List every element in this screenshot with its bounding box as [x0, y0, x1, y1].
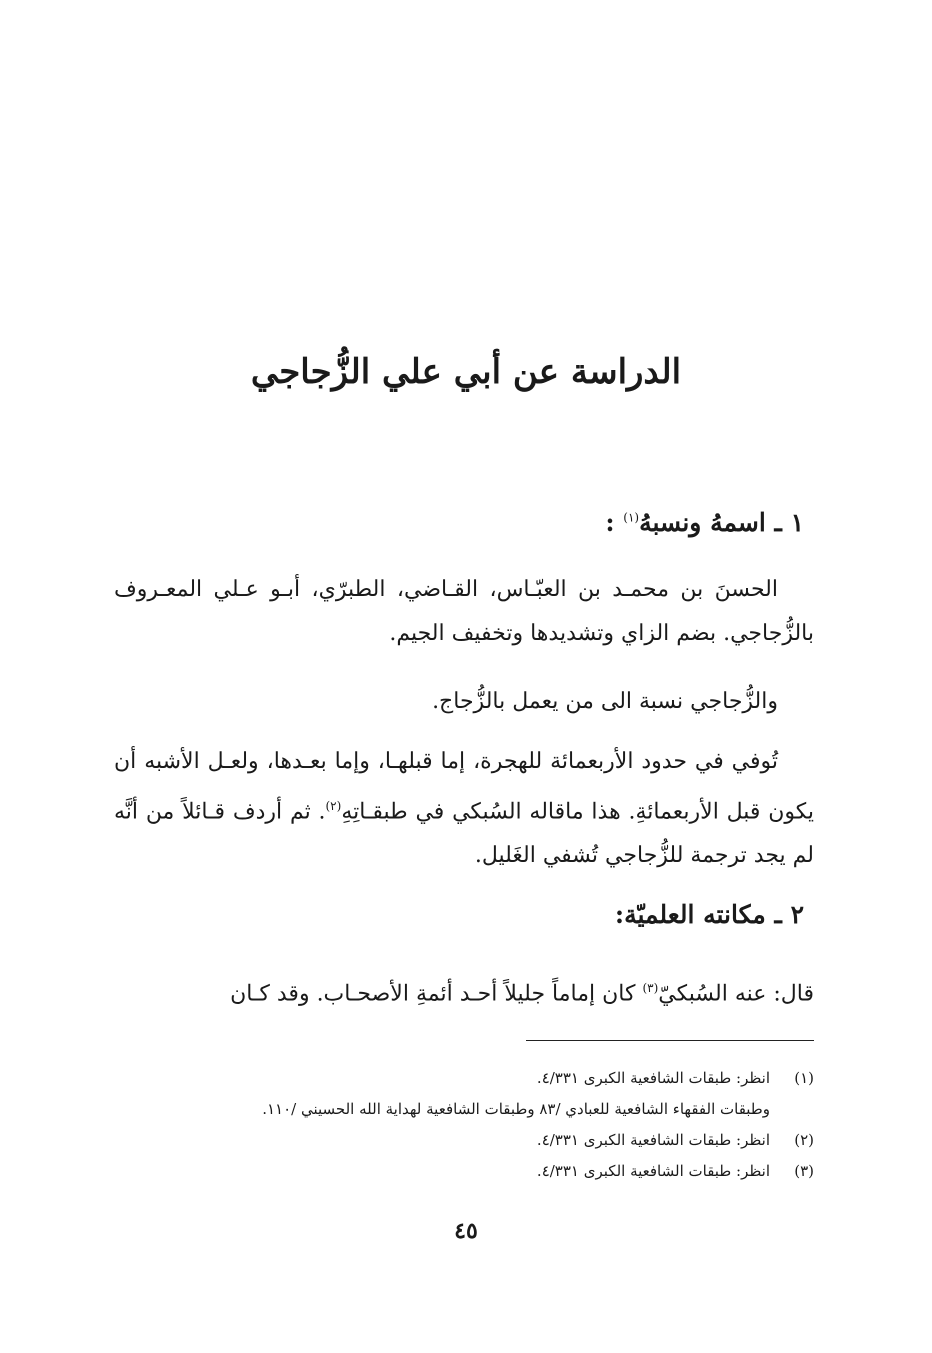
paragraph-nisba: والزُّجاجي نسبة الى من يعمل بالزُّجاج. [432, 689, 778, 714]
paragraph-status-text-a: قال: عنه السُبكيّ [658, 981, 814, 1007]
footnote-divider [526, 1040, 814, 1041]
footnote-3-text: انظر: طبقات الشافعية الكبرى ٤/٣٣١. [536, 1162, 770, 1180]
paragraph-death [114, 740, 814, 878]
page-title: الدراسة عن أبي علي الزُّجاجي [250, 352, 682, 392]
footnote-1-continuation: وطبقات الفقهاء الشافعية للعبادي /٨٣ وطبقات الشافعية لهداية الله الحسيني /١١٠. [262, 1100, 770, 1118]
paragraph-status-text-b: كان إماماً جليلاً أحـد أئمةِ الأصحـاب. وقد كـان [230, 981, 643, 1007]
footnote-1-number: (١) [794, 1069, 814, 1087]
footnote-ref-2: (٢) [325, 799, 342, 813]
footnote-2 [114, 1128, 814, 1152]
footnote-3-number: (٣) [794, 1162, 814, 1180]
footnote-ref-3: (٣) [642, 981, 659, 995]
footnote-1 [114, 1066, 814, 1090]
footnote-2-text: انظر: طبقات الشافعية الكبرى ٤/٣٣١. [536, 1131, 770, 1149]
footnote-2-number: (٢) [794, 1131, 814, 1149]
section-heading-status: ٢ ـ مكانته العلميّة: [614, 900, 804, 929]
footnote-ref-1: (١) [623, 510, 640, 525]
paragraph-death-text-b: . ثم أردف قـائلاً من أنَّه لم يجد ترجمة للزُّجاجي تُشفي الغَليل. [114, 799, 814, 869]
paragraph-name: الحسنَ بن محمـد بن العبّـاس، القـاضي، الطبرّي، أبـو عـلي المعـروف بالزُّجاجي. بضم الزاي وتشديدها وتخفيف الجيم. [114, 577, 814, 646]
paragraph-status [114, 966, 814, 1016]
footnote-3 [114, 1159, 814, 1183]
page-number: ٤٥ [454, 1218, 478, 1244]
paragraph-death-text-a: تُوفي في حدود الأربعمائة للهجرة، إما قبلهـا، وإما بعـدها، ولعـل الأشبه أن يكون قبل الأربعمائةِ. هذا ماقاله السُبكي في طبقـاتِهِ [114, 749, 814, 825]
footnote-1-text: انظر: طبقات الشافعية الكبرى ٤/٣٣١. [536, 1069, 770, 1087]
section-heading-name-text: ١ ـ اسمهُ ونسبهُ [639, 508, 804, 537]
section-heading-name-colon: : [605, 508, 615, 537]
section-heading-name [605, 508, 804, 537]
